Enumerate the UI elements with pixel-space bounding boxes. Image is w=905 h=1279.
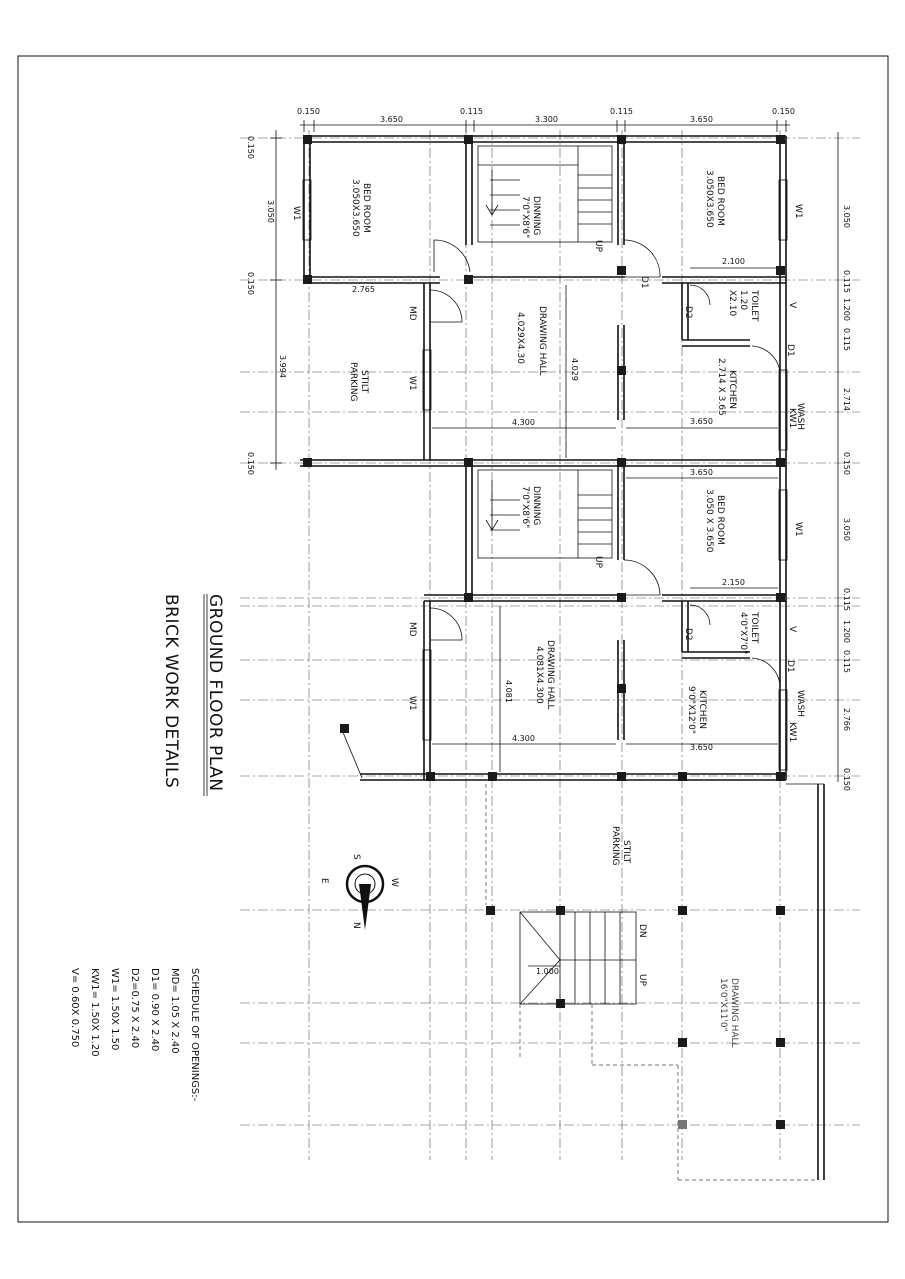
dim-inner-0: 2.100 [722,257,745,266]
dim-left-4: 3.994 [278,355,287,378]
dim-right-3: 0.115 [842,328,851,351]
columns [303,135,785,1129]
drawing-title [161,594,225,796]
title-sub: BRICK WORK DETAILS [161,594,181,789]
tag-w1-a: W1 [291,206,301,221]
schedule-item-3: W1= 1.50X 1.50 [109,968,120,1051]
compass-n: N [351,922,361,929]
dim-top-1: 3.650 [380,115,403,124]
room-bed-3 [704,489,725,553]
tag-up-a: UP [593,240,603,253]
dim-inner-9: 1.000 [536,967,559,976]
room-toilet-2 [738,611,759,654]
dim-left-1: 3.050 [266,200,275,223]
room-stilt-2-name: STILT [621,840,631,864]
room-drawing-3-name: DRAWING HALL [729,978,739,1048]
room-drawing-1-name: DRAWING HALL [537,306,547,376]
tag-kw1-b: KW1 [787,722,797,743]
room-drawing-1-size: 4.029X4.30 [515,312,525,364]
dim-right-8: 1.200 [842,620,851,643]
schedule-item-5: V= 0.60X 0.750 [69,968,80,1048]
tag-kw1-a: KW1 [787,408,797,429]
room-dining-2 [520,486,541,528]
dim-right-9: 0.115 [842,650,851,673]
dim-inner-3: 3.650 [690,417,713,426]
tag-d1-c: D1 [785,660,795,673]
right-dimension-chain [838,132,851,791]
dim-right-4: 2.714 [842,388,851,411]
dim-top-3: 3.300 [535,115,558,124]
room-labels [348,170,805,1048]
dim-inner-8: 3.650 [690,743,713,752]
dim-inner-1: 4.029 [570,358,579,381]
room-toilet-1-name: TOILET [749,290,759,322]
room-kitchen-2 [686,686,707,734]
schedule-of-openings [69,968,200,1102]
tag-md-a: MD [407,306,417,321]
room-stilt-1-name: STILT [359,370,369,394]
room-wash-2: WASH [795,690,805,718]
room-dining-1-size: 7'0"X8'6" [520,196,530,239]
room-stilt-1 [348,362,369,402]
schedule-item-0: MD= 1.05 X 2.40 [169,968,180,1054]
dim-top-4: 0.115 [610,107,633,116]
room-dining-1 [520,196,541,238]
room-toilet-1 [727,289,759,322]
room-kitchen-2-name: KITCHEN [697,690,707,729]
dim-inner-5: 2.150 [722,578,745,587]
dim-top-6: 0.150 [772,107,795,116]
room-kitchen-1-size: 2.714 X 3.65 [716,358,726,416]
schedule-item-4: KW1= 1.50X 1.20 [89,968,100,1057]
dim-inner-2: 4.300 [512,418,535,427]
room-dining-1-name: DINNING [531,196,541,236]
room-toilet-2-size: 4'0"X7'0" [738,612,748,655]
tag-v-b: V [787,626,797,633]
tag-d2-a: D2 [683,306,693,319]
dim-right-0: 3.050 [842,205,851,228]
room-bed-3-size: 3.050 X 3.650 [704,489,714,553]
tag-d2-b: D2 [683,628,693,641]
room-stilt-1-sub: PARKING [348,362,358,402]
title-main: GROUND FLOOR PLAN [205,594,225,792]
room-drawing-2 [534,640,555,710]
room-drawing-2-name: DRAWING HALL [545,640,555,710]
room-bed-1-size: 3.050X3.650 [350,179,360,237]
dim-left-5: 0.150 [246,452,255,475]
room-bed-2-name: BED ROOM [715,176,725,226]
dim-top-2: 0.115 [460,107,483,116]
tag-d1-b: D1 [785,344,795,357]
tag-w1-c: W1 [407,376,417,391]
top-dimension-chain [297,107,795,132]
tag-w1-d: W1 [793,522,803,537]
compass-icon [319,854,399,930]
room-kitchen-1-name: KITCHEN [727,370,737,409]
room-bed-3-name: BED ROOM [715,495,725,545]
room-toilet-1-h: X2.10 [727,290,737,317]
dim-right-6: 3.050 [842,518,851,541]
room-bed-1-name: BED ROOM [361,183,371,233]
schedule-item-2: D2=0.75 X 2.40 [129,968,140,1049]
room-kitchen-2-size: 9'0"X12'0" [686,686,696,735]
tag-v-a: V [787,302,797,309]
tag-dn: DN [637,924,647,938]
dim-inner-6: 4.081 [504,680,513,703]
room-drawing-3 [718,978,739,1048]
windows [303,180,787,770]
tag-md-b: MD [407,622,417,637]
room-bed-2-size: 3.050X3.650 [704,170,714,228]
dim-right-1: 0.115 [842,270,851,293]
room-kitchen-1 [716,358,737,416]
room-drawing-1 [515,306,547,376]
dim-left-0: 0.150 [246,136,255,159]
room-bed-2 [704,170,725,228]
dim-left-2: 0.150 [246,272,255,295]
room-dining-2-size: 7'0"X8'6" [520,486,530,529]
room-toilet-2-name: TOILET [749,612,759,644]
dim-top-5: 3.650 [690,115,713,124]
schedule-item-1: D1= 0.90 X 2.40 [149,968,160,1052]
dim-right-5: 0.150 [842,452,851,475]
tag-d1-a: D1 [639,276,649,289]
room-stilt-2 [610,826,631,866]
dim-right-2: 1.200 [842,298,851,321]
schedule-heading: SCHEDULE OF OPENINGS:- [189,968,200,1102]
dim-left-3: 2.765 [352,285,375,294]
room-drawing-3-size: 16'0"X11'0" [718,978,728,1032]
room-stilt-2-sub: PARKING [610,826,620,866]
tag-w1-e: W1 [407,696,417,711]
dim-right-7: 0.115 [842,588,851,611]
dim-inner-4: 3.650 [690,468,713,477]
room-drawing-2-size: 4.081X4.300 [534,646,544,704]
compass-s: S [351,854,361,860]
compass-w: W [389,878,399,887]
room-dining-2-name: DINNING [531,486,541,526]
tag-up-b: UP [593,556,603,569]
tag-w1-b: W1 [793,204,803,219]
dim-right-10: 2.766 [842,708,851,731]
dim-right-11: 0.150 [842,768,851,791]
compass-e: E [319,878,329,884]
room-wash-1: WASH [795,403,805,431]
room-toilet-1-w: 1.20 [738,290,748,311]
room-bed-1 [350,179,371,237]
tag-up-c: UP [637,974,647,987]
dim-inner-7: 4.300 [512,734,535,743]
dim-top-0: 0.150 [297,107,320,116]
